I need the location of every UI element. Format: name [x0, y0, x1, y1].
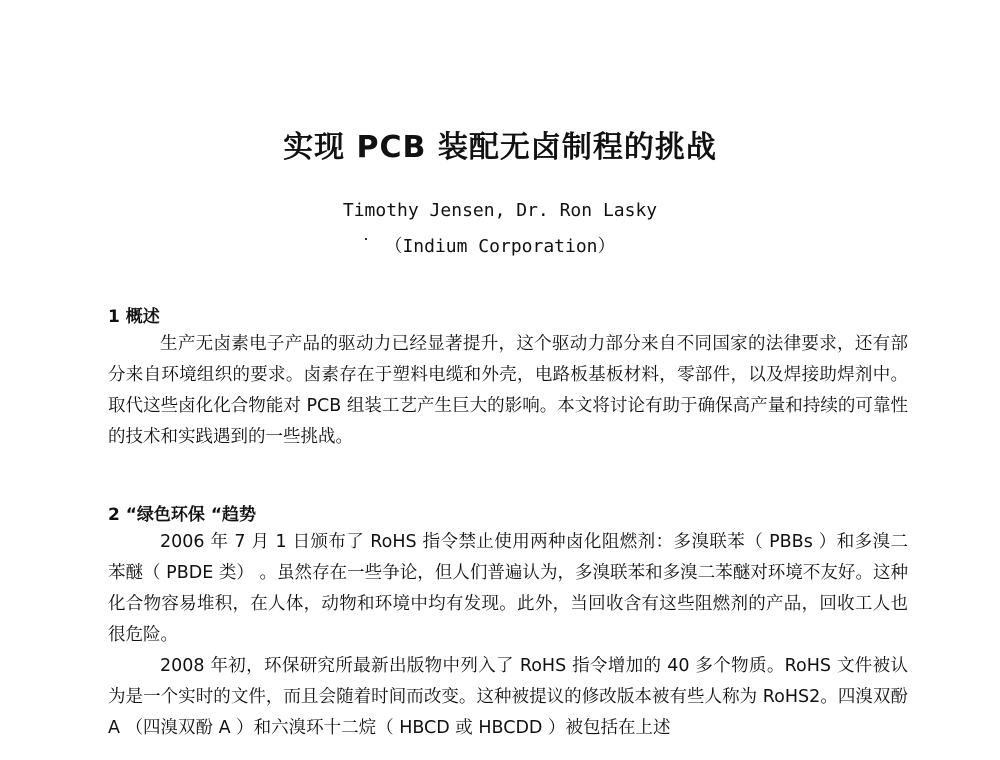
paragraph-rohs-2006: 2006 年 7 月 1 日颁布了 RoHS 指令禁止使用两种卤化阻燃剂：多溴联苯（ PBBs ）和多溴二苯醚（ PBDE 类） 。虽然存在一些争论，但人们普遍认为，多溴联苯和多溴二苯醚对环境不友好。这种化合物容易堆积，在人体，动物和环境中均有发现。此外，当回收含有这些阻燃剂的产品，回收工人也很危险。 [108, 532, 908, 645]
paragraph-rohs-2008: 2008 年初，环保研究所最新出版物中列入了 RoHS 指令增加的 40 多个物质。RoHS 文件被认为是一个实时的文件，而且会随着时间而改变。这种被提议的修改版本被有些人称为 RoHS2。四溴双酚 A （四溴双酚 A ）和六溴环十二烷（ HBCD 或 HBCDD ）被包括在上述 [108, 656, 908, 738]
paper-authors: Timothy Jensen, Dr. Ron Lasky [342, 200, 658, 221]
paper-title: 实现 PCB 装配无卤制程的挑战 [283, 130, 717, 165]
paper-affiliation: （Indium Corporation） [384, 236, 616, 257]
paragraph-overview: 生产无卤素电子产品的驱动力已经显著提升，这个驱动力部分来自不同国家的法律要求，还有部分来自环境组织的要求。卤素存在于塑料电缆和外壳，电路板基板材料，零部件，以及焊接助焊剂中。取代这些卤化化合物能对 PCB 组装工艺产生巨大的影响。本文将讨论有助于确保高产量和持续的可靠性的技术和实践遇到的一些挑战。 [108, 334, 908, 447]
section-heading-overview: 1 概述 [108, 307, 160, 327]
section-heading-green-trend: 2 “绿色环保 “趋势 [108, 505, 257, 525]
